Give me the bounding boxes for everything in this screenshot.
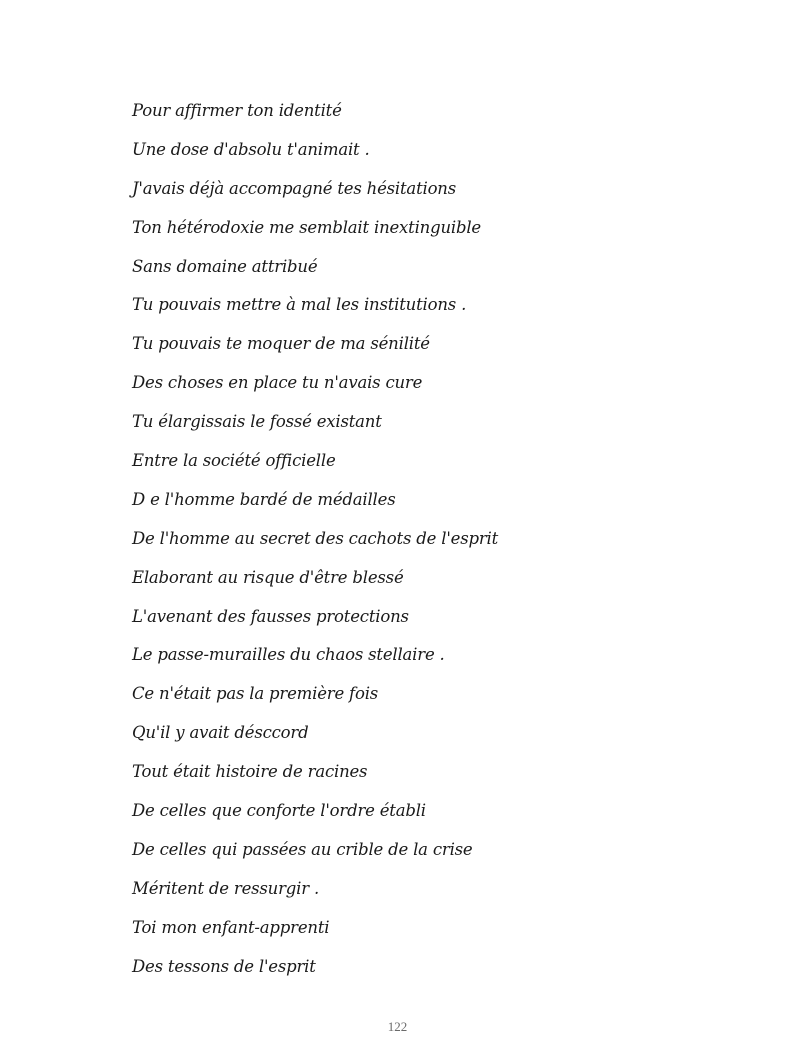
- poem-line: J'avais déjà accompagné tes hésitations: [132, 178, 457, 198]
- poem-line: Toi mon enfant-apprenti: [132, 917, 330, 937]
- poem-line: Tu pouvais te moquer de ma sénilité: [132, 334, 430, 354]
- poem-line: Entre la société officielle: [132, 451, 336, 471]
- poem-line: De celles qui passées au crible de la crise: [132, 839, 473, 859]
- poem-line: Tout était histoire de racines: [132, 762, 368, 782]
- poem-line: Tu pouvais mettre à mal les institutions .: [132, 295, 467, 315]
- poem-line: Pour affirmer ton identité: [132, 101, 342, 120]
- poem-line: D e l'homme bardé de médailles: [132, 489, 396, 509]
- poem-line: Une dose d'absolu t'animait .: [132, 139, 370, 159]
- poem-line: Ton hétérodoxie me semblait inextinguible: [132, 217, 481, 237]
- poem-line: Des choses en place tu n'avais cure: [132, 373, 423, 393]
- poem-line: Des tessons de l'esprit: [132, 956, 316, 976]
- poem-line: Elaborant au risque d'être blessé: [132, 567, 404, 587]
- poem-text: [132, 100, 498, 994]
- page-number: 122: [387, 1019, 408, 1034]
- poem-line: Ce n'était pas la première fois: [132, 684, 379, 704]
- poem-line: De celles que conforte l'ordre établi: [132, 801, 426, 821]
- poem-line: Sans domaine attribué: [132, 256, 318, 276]
- poem-line: L'avenant des fausses protections: [132, 606, 409, 626]
- poem-line: Qu'il y avait désccord: [132, 723, 309, 743]
- poem-line: Méritent de ressurgir .: [132, 878, 320, 898]
- poem-line: Tu élargissais le fossé existant: [132, 412, 382, 432]
- poem-line: Le passe-murailles du chaos stellaire .: [132, 645, 445, 665]
- poem-line: De l'homme au secret des cachots de l'esprit: [132, 528, 499, 548]
